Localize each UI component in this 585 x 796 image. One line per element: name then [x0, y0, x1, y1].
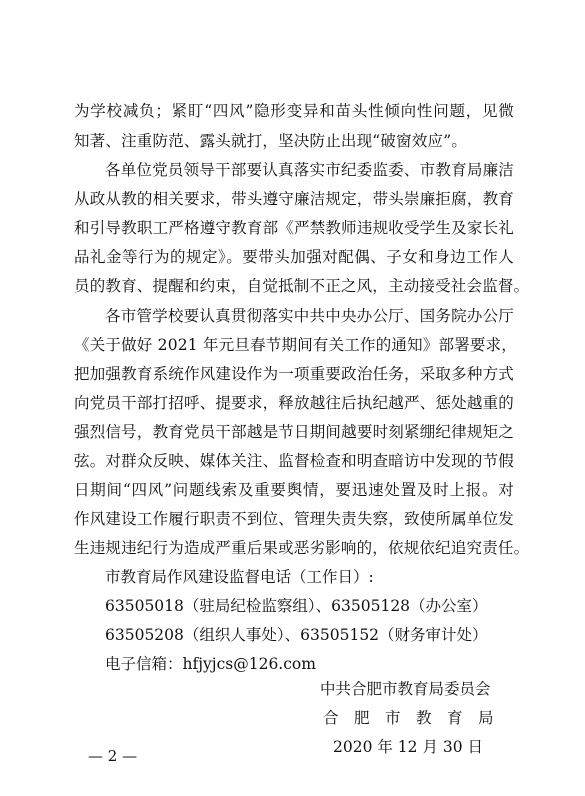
contact-email: 电子信箱：hfjyjcs@126.com: [105, 655, 316, 673]
page-number: — 2 —: [88, 747, 138, 765]
paragraph-line: 各市管学校要认真贯彻落实中共中央办公厅、国务院办公厅: [105, 307, 514, 325]
paragraph-line: 弦。对群众反映、媒体关注、监督检查和明查暗访中发现的节假: [74, 452, 514, 470]
paragraph-line: 生违规违纪行为造成严重后果或恶劣影响的，依规依纪追究责任。: [74, 539, 530, 557]
paragraph-line: 品礼金等行为的规定》。要带头加强对配偶、子女和身边工作人: [74, 248, 514, 266]
paragraph-line: 把加强教育系统作风建设作为一项重要政治任务，采取多种方式: [74, 365, 514, 383]
paragraph-line: 为学校减负；紧盯“四风”隐形变异和苗头性倾向性问题，见微: [74, 102, 514, 120]
paragraph-line: 各单位党员领导干部要认真落实市纪委监委、市教育局廉洁: [105, 161, 514, 179]
paragraph-line: 向党员干部打招呼、提要求，释放越往后执纪越严、惩处越重的: [74, 394, 514, 412]
contact-phones: 63505018（驻局纪检监察组）、63505128（办公室）: [105, 597, 488, 615]
signature-date: 2020 年 12 月 30 日: [333, 738, 484, 756]
paragraph-line: 《关于做好 2021 年元旦春节期间有关工作的通知》部署要求，: [74, 336, 518, 354]
paragraph-line: 日期间“四风”问题线索及重要舆情，要迅速处置及时上报。对: [74, 481, 514, 499]
signature-org: 中共合肥市教育局委员会: [320, 680, 491, 698]
signature-org: 合 肥 市 教 育 局: [323, 709, 494, 727]
paragraph-line: 从政从教的相关要求，带头遵守廉洁规定，带头崇廉拒腐，教育: [74, 190, 514, 208]
paragraph-line: 知著、注重防范、露头就打，坚决防止出现“破窗效应”。: [74, 132, 468, 150]
paragraph-line: 作风建设工作履行职责不到位、管理失责失察，致使所属单位发: [74, 510, 514, 528]
paragraph-line: 和引导教职工严格遵守教育部《严禁教师违规收受学生及家长礼: [74, 219, 514, 237]
contact-heading: 市教育局作风建设监督电话（工作日）:: [105, 568, 374, 586]
contact-phones: 63505208（组织人事处）、63505152（财务审计处）: [105, 626, 488, 644]
paragraph-line: 员的教育、提醒和约束，自觉抵制不正之风，主动接受社会监督。: [74, 277, 530, 295]
paragraph-line: 强烈信号，教育党员干部越是节日期间越要时刻紧绷纪律规矩之: [74, 423, 514, 441]
